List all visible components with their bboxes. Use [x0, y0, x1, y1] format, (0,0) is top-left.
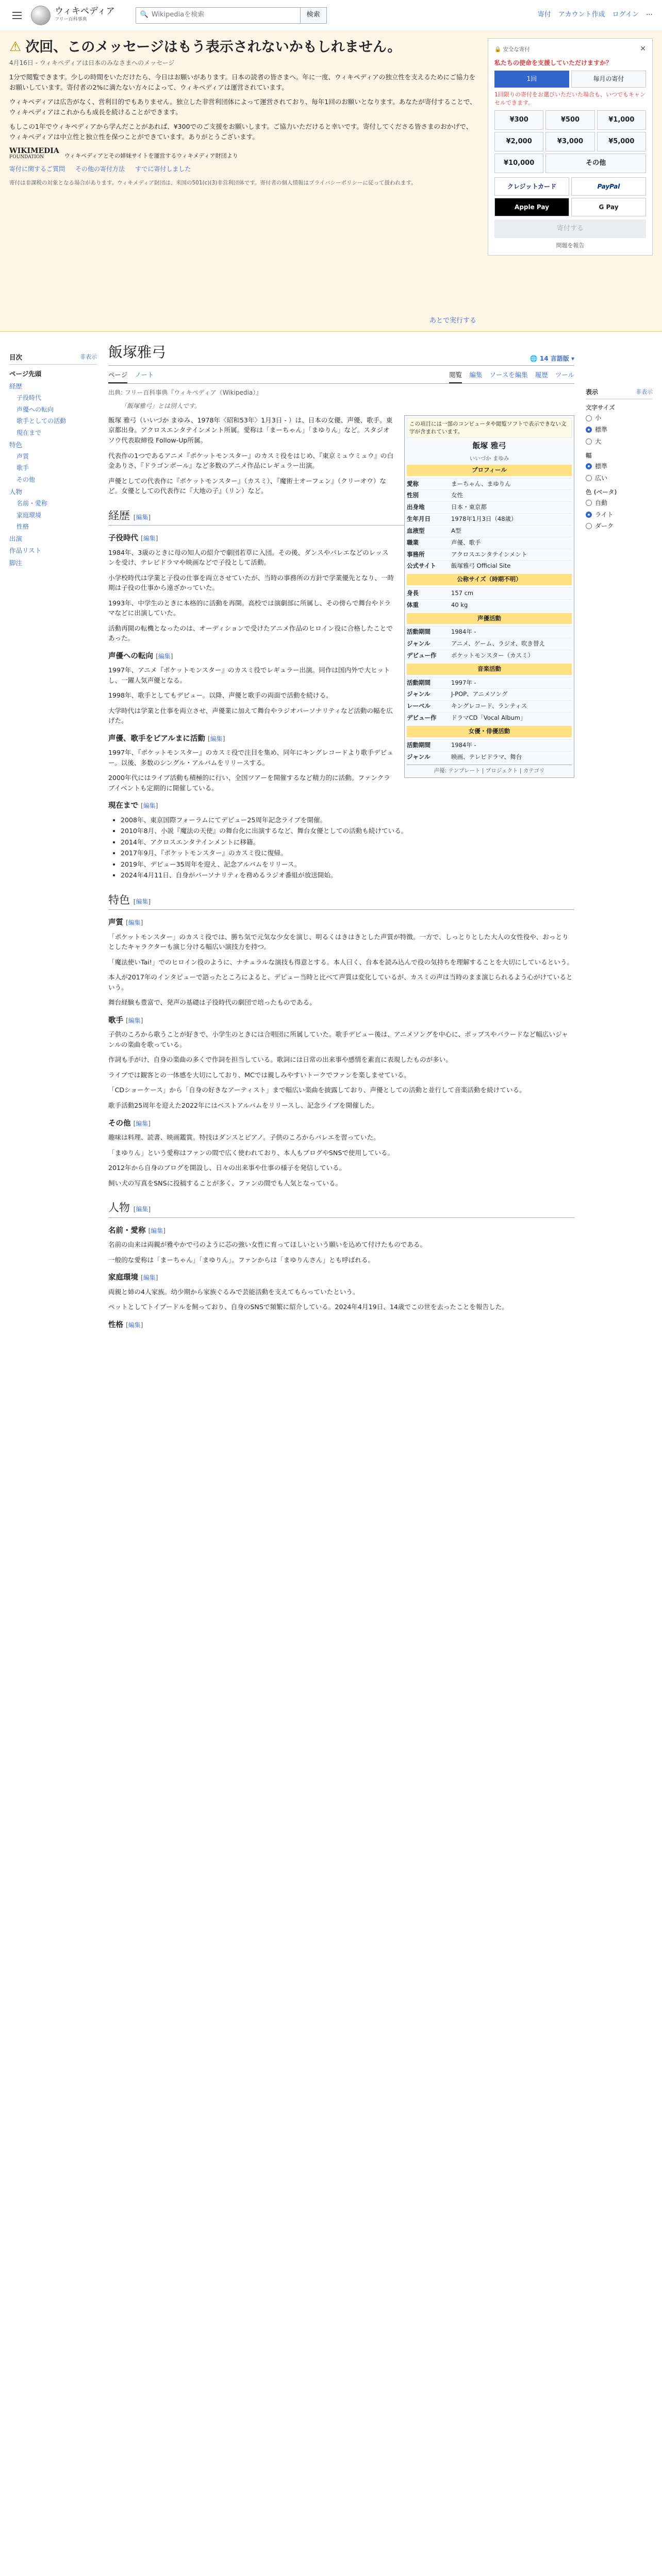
toc-item[interactable]: 人物: [9, 487, 23, 496]
infobox-row: [407, 739, 572, 751]
tab-edit[interactable]: 編集: [469, 371, 483, 379]
paragraph: ライブでは観客との一体感を大切にしており、MCでは親しみやすいトークでファンを楽しませている。: [108, 1071, 410, 1079]
list-item: • 2017年9月、『ポケットモンスター』のカスミ役に復帰。: [121, 848, 574, 858]
pay-google-pay[interactable]: G Pay: [571, 198, 646, 216]
color-auto[interactable]: 自動: [586, 497, 653, 509]
infobox-row: [407, 599, 572, 611]
banner-text: [9, 72, 477, 142]
infobox-section-size: 公称サイズ（時期不明）: [407, 574, 572, 585]
paragraph: 1998年、歌手としてもデビュー。以降、声優と歌手の両面で活動を続ける。: [108, 691, 333, 700]
toc-item[interactable]: 家庭環境: [16, 511, 42, 519]
infobox-value: 女性: [451, 492, 463, 499]
infobox-row: [407, 549, 572, 561]
tab-talk[interactable]: ノート: [135, 371, 154, 379]
toc-item[interactable]: 出演: [9, 534, 23, 543]
paragraph: 本人が2017年のインタビューで語ったところによると、デビュー当時と比べて声質は変化しているが、カスミの声は当時のまま演じられるよう心がけているという。: [108, 973, 573, 991]
paragraph: 名前の由来は両親が雅やかで弓のように芯の強い女性に育ってほしいという願いを込めて付けたものである。: [108, 1241, 427, 1249]
edit-section-link[interactable]: 編集: [143, 802, 156, 810]
paragraph: 1984年、3歳のときに母の知人の紹介で劇団若草に入団。その後、ダンスやバレエなどのレッスンを受け、テレビドラマや映画などで子役として活動。: [108, 548, 389, 567]
other-ways-link[interactable]: その他の寄付方法: [75, 165, 125, 173]
pay-paypal[interactable]: PayPal: [571, 177, 646, 196]
infobox-value: 1984年 -: [451, 741, 476, 749]
toc-item[interactable]: 声優への転向: [16, 405, 54, 413]
toc-item[interactable]: 歌手としての活動: [16, 417, 67, 425]
infobox-value: 1984年 -: [451, 628, 476, 636]
infobox-key: 出身地: [407, 503, 425, 511]
search-form: [136, 7, 327, 24]
infobox-row: [407, 587, 572, 599]
infobox-section-voice: 声優活動: [407, 613, 572, 624]
search-icon: 🔍: [140, 11, 148, 19]
paragraph: 2000年代にはライブ活動も積極的に行い、全国ツアーを開催するなど精力的に活動。ファンクラブイベントも定期的に開催している。: [108, 774, 390, 792]
infobox-value: ポケットモンスター（カスミ）: [451, 652, 534, 659]
paragraph: 2012年から自身のブログを開設し、日々の出来事や仕事の様子を発信している。: [108, 1164, 346, 1172]
paragraph: 1993年、中学生のときに本格的に活動を再開。高校では演劇部に所属し、その傍らで舞台やドラマなどに出演していた。: [108, 599, 391, 617]
infobox-key: 職業: [407, 538, 419, 546]
infobox-value: キングレコード、ランティス: [451, 702, 527, 710]
amount-option[interactable]: ¥300: [494, 110, 543, 130]
toc-item[interactable]: 作品リスト: [9, 547, 42, 555]
infobox-key: ジャンル: [407, 640, 431, 648]
infobox-value: A型: [451, 527, 461, 534]
banner-paragraph: もしこの1年でウィキペディアから学んだことがあれば、¥300でのご支援をお願いします。ご協力いただけると幸いです。寄付してくださる皆さまのおかげで、ウィキペディアは中立性と独立性を保つことができています。ありがとうございます。: [9, 122, 473, 141]
hatnote: 「飯塚雅弓」とは別人です。: [121, 402, 201, 410]
section-heading-other: その他 [編集]: [108, 1119, 151, 1128]
timeline-list: [108, 815, 574, 880]
toc-item[interactable]: 歌手: [16, 464, 29, 472]
infobox-key: 身長: [407, 589, 419, 597]
width-standard[interactable]: 標準: [586, 461, 653, 472]
paragraph: 子供のころから歌うことが好きで、小学生のときには合唱団に所属していた。歌手デビュー後は、アニメソングを中心に、ポップスやバラードなど幅広いジャンルの楽曲を歌っている。: [108, 1030, 568, 1048]
infobox-row: [407, 525, 572, 537]
site-header: [0, 0, 662, 31]
infobox-section-music: 音楽活動: [407, 664, 572, 675]
wmf-signature: [9, 147, 477, 160]
infobox-section-actor: 女優・俳優活動: [407, 726, 572, 737]
infobox-row: [407, 501, 572, 513]
edit-section-link[interactable]: 編集: [128, 919, 141, 927]
infobox-key: 活動期間: [407, 628, 431, 636]
edit-section-link[interactable]: 編集: [136, 513, 148, 521]
logo-subtitle: フリー百科事典: [55, 16, 87, 22]
already-donated-link[interactable]: すでに寄付しました: [135, 165, 191, 173]
infobox-key: 活動期間: [407, 741, 431, 749]
infobox-value: J-POP、アニメソング: [451, 690, 508, 698]
appearance-panel: [586, 332, 653, 1334]
paragraph: 両親と姉の4人家族。幼少期から家族ぐるみで芸能活動を支えてもらっていたという。: [108, 1287, 359, 1296]
banner-message: [9, 38, 488, 325]
toc-item[interactable]: 性格: [16, 523, 29, 531]
section-heading-name: 名前・愛称 [編集]: [108, 1226, 166, 1235]
tab-edit-source[interactable]: ソースを編集: [489, 371, 528, 379]
section-heading-sing: 歌手 [編集]: [108, 1016, 143, 1025]
infobox-value: 声優、歌手: [451, 538, 481, 546]
warning-icon: ⚠: [9, 39, 22, 55]
fundraising-banner: [0, 31, 662, 332]
banner-links: [9, 164, 477, 174]
globe-icon: [31, 6, 51, 25]
paragraph: 作詞も手がけ、自身の楽曲の多くで作詞を担当している。歌詞には日常の出来事や感情を素直に表現したものが多い。: [108, 1056, 452, 1064]
text-size-large[interactable]: 大: [586, 436, 653, 448]
edit-section-link[interactable]: 編集: [136, 1120, 148, 1127]
amount-option[interactable]: ¥10,000: [494, 154, 543, 173]
language-button[interactable]: 🌐 14 言語版 ▾: [529, 354, 574, 362]
more-options-icon[interactable]: ⋯: [646, 11, 653, 19]
edit-section-link[interactable]: 編集: [210, 735, 223, 742]
infobox-section-profile: プロフィール: [407, 465, 572, 476]
edit-section-link[interactable]: 編集: [143, 535, 156, 543]
amount-option[interactable]: ¥500: [545, 110, 594, 130]
paragraph: 歌手活動25周年を迎えた2022年にはベストアルバムをリリースし、記念ライブを開催した。: [108, 1101, 378, 1109]
edit-section-link[interactable]: 編集: [136, 1206, 148, 1213]
section-heading-person: 人物 [編集]: [108, 1199, 574, 1218]
infobox-footer: 声優: テンプレート | プロジェクト | カテゴリ: [407, 765, 572, 775]
donation-form: [488, 38, 653, 256]
infobox-value: 1978年1月3日（48歳）: [451, 515, 517, 523]
paragraph: 小学校時代は学業と子役の仕事を両立させていたが、当時の事務所の方針で学業優先となり、一時期は子役の仕事から遠ざかっていた。: [108, 573, 394, 592]
infobox-row: [407, 700, 572, 712]
paragraph: 1997年、アニメ『ポケットモンスター』のカスミ役でレギュラー出演。同作は国内外で大ヒットし、一躍人気声優となる。: [108, 666, 390, 684]
amount-option[interactable]: ¥5,000: [597, 132, 646, 151]
infobox-key: 公式サイト: [407, 562, 436, 570]
article-content: [97, 332, 586, 1334]
tab-history[interactable]: 履歴: [535, 371, 548, 379]
amount-option[interactable]: ¥1,000: [597, 110, 646, 130]
infobox-row: [407, 638, 572, 650]
page-body: [0, 332, 662, 1334]
infobox-value: まーちゃん、まゆりん: [451, 480, 511, 487]
search-button[interactable]: 検索: [301, 7, 327, 24]
infobox-key: 生年月日: [407, 515, 431, 523]
toc-item[interactable]: 経歴: [9, 382, 23, 390]
faq-link[interactable]: 寄付に関するご質問: [9, 165, 65, 173]
maybe-later-link[interactable]: あとで実行する: [429, 316, 476, 325]
paragraph: 「魔法使いTai!」でのヒロイン役のように、ナチュラルな演技も得意とする。本人曰く、台本を読み込んで役の気持ちを理解することを大切にしているという。: [108, 958, 574, 966]
section-heading-voicequal: 声質 [編集]: [108, 919, 143, 927]
amount-option[interactable]: ¥3,000: [545, 132, 594, 151]
amount-option-other[interactable]: その他: [545, 154, 646, 173]
infobox-row: [407, 513, 572, 525]
frequency-selector: [494, 71, 646, 88]
color-dark[interactable]: ダーク: [586, 520, 653, 532]
section-heading-character: 性格 [編集]: [108, 1320, 143, 1329]
infobox-value: アニメ、ゲーム、ラジオ、吹き替え: [451, 640, 545, 648]
report-problem-link[interactable]: 問題を報告: [556, 242, 585, 249]
infobox-key: 事務所: [407, 550, 425, 558]
color-light[interactable]: ライト: [586, 509, 653, 521]
edit-section-link[interactable]: 編集: [136, 897, 148, 905]
lock-icon: 🔒 安全な寄付: [494, 46, 530, 53]
infobox-value: 日本・東京都: [451, 503, 487, 511]
section-heading-career: 経歴 [編集]: [108, 507, 574, 526]
infobox-row: [407, 677, 572, 689]
appearance-hide-button[interactable]: 非表示: [636, 388, 653, 395]
infobox-name: 飯塚 雅弓: [472, 441, 506, 451]
close-icon[interactable]: ✕: [640, 45, 646, 53]
infobox: [404, 415, 574, 778]
infobox-key: ジャンル: [407, 690, 431, 698]
list-item: • 2014年、アクロスエンタテインメントに移籍。: [121, 837, 574, 848]
toc-header: 目次 非表示: [9, 352, 97, 365]
section-heading-child: 子役時代 [編集]: [108, 534, 158, 543]
infobox-row: [407, 560, 572, 572]
site-subtitle: 出典: フリー百科事典『ウィキペディア（Wikipedia）』: [108, 388, 262, 396]
page-tabs: [108, 368, 574, 383]
infobox-key: 愛称: [407, 480, 419, 487]
paragraph: 一般的な愛称は「まーちゃん」「まゆりん」。ファンからは「まゆりんさん」とも呼ばれる。: [108, 1256, 375, 1264]
amount-option[interactable]: ¥2,000: [494, 132, 543, 151]
donate-submit-button[interactable]: 寄付する: [494, 219, 646, 238]
title-row: [108, 332, 574, 366]
infobox-row: [407, 712, 572, 724]
infobox-key: 体重: [407, 601, 419, 608]
paragraph: 大学時代は学業と仕事を両立させ、声優業に加えて舞台やラジオパーソナリティなど活動の幅を広げた。: [108, 706, 393, 725]
wikimedia-foundation-logo: WIKIMEDIA FOUNDATION: [9, 146, 59, 160]
toc-item[interactable]: 子役時代: [16, 394, 42, 402]
infobox-value: 1997年 -: [451, 679, 476, 686]
infobox-key: 性別: [407, 492, 419, 499]
infobox-row: [407, 478, 572, 490]
infobox-key: デビュー作: [407, 714, 437, 722]
toc-item[interactable]: 特色: [9, 440, 23, 449]
payment-methods: [494, 177, 646, 216]
edit-section-link[interactable]: 編集: [128, 1321, 141, 1329]
infobox-row: [407, 537, 572, 549]
paragraph: ペットとしてトイプードルを飼っており、自身のSNSで頻繁に紹介している。2024年4月19日、14歳でこの世を去ったことを報告した。: [108, 1303, 508, 1311]
infobox-key: レーベル: [407, 702, 431, 710]
frequency-once[interactable]: 1回: [494, 71, 569, 88]
infobox-key: デビュー作: [407, 652, 437, 659]
infobox-ruby: いいづか まゆみ: [469, 455, 509, 462]
toc-item[interactable]: 声質: [16, 452, 29, 460]
infobox-row: [407, 626, 572, 638]
create-account-link[interactable]: アカウント作成: [558, 11, 605, 19]
banner-paragraph: ウィキペディアは広告がなく、営利目的でもありません。独立した非営利団体によって運営されており、毎年1回のお願いとなります。あなたが寄付することで、ウィキペディアはこれからも成長を続けることができます。: [9, 97, 476, 116]
edit-section-link[interactable]: 編集: [143, 1274, 156, 1282]
infobox-row: [407, 489, 572, 501]
wikipedia-logo[interactable]: [31, 6, 115, 25]
color-label: 色 (ベータ): [586, 488, 617, 496]
infobox-key: 活動期間: [407, 679, 431, 686]
paragraph: 声優としての代表作に『ポケットモンスター』（カスミ）、『魔術士オーフェン』（クリーオウ）など。女優としての代表作に『大地の子』（リン）など。: [108, 477, 386, 495]
toc-item[interactable]: ページ先頭: [9, 370, 42, 378]
personal-tools: [538, 10, 653, 20]
amount-options: [494, 110, 646, 173]
tab-read[interactable]: 閲覧: [449, 368, 462, 383]
list-item: • 2019年、デビュー35周年を迎え、記念アルバムをリリース。: [121, 859, 574, 870]
text-size-small[interactable]: 小: [586, 412, 653, 424]
page-title: 飯塚雅弓: [108, 344, 167, 361]
width-label: 幅: [586, 452, 592, 460]
list-item: • 2008年、東京国際フォーラムにてデビュー25周年記念ライブを開催。: [121, 815, 574, 825]
donate-link[interactable]: 寄付: [537, 11, 551, 19]
paragraph: 飯塚 雅弓（いいづか まゆみ、1978年〈昭和53年〉1月3日 - ）は、日本の女優、声優、歌手。東京都出身。アクロスエンタテインメント所属。愛称は「まーちゃん」「まゆりん」など。スタジオソウ代表取締役 Follow-Up所属。: [108, 416, 393, 444]
logo-title: ウィキペディア: [55, 6, 115, 17]
paragraph: 1997年、『ポケットモンスター』のカスミ役で注目を集め、同年にキングレコードより歌手デビュー。以後、多数のシングル・アルバムをリリースする。: [108, 749, 393, 767]
edit-section-link[interactable]: 編集: [158, 652, 171, 660]
login-link[interactable]: ログイン: [612, 11, 639, 19]
toc-item[interactable]: その他: [16, 476, 36, 484]
infobox-row: [407, 650, 572, 662]
section-heading-family: 家庭環境 [編集]: [108, 1274, 158, 1282]
infobox-value: 飯塚雅弓 Official Site: [451, 562, 511, 570]
donate-form-header: [494, 44, 646, 55]
infobox-value: アクロスエンタテインメント: [451, 550, 527, 558]
toc-item[interactable]: 名前・愛称: [16, 500, 48, 507]
section-heading-feature: 特色 [編集]: [108, 892, 574, 910]
frequency-monthly[interactable]: 毎月の寄付: [571, 71, 646, 88]
infobox-value: 157 cm: [451, 589, 474, 597]
paragraph: 「まゆりん」という愛称はファンの間で広く使われており、本人もブログやSNSで使用している。: [108, 1148, 394, 1157]
banner-paragraph: 1分で閲覧できます。少しの時間をいただけたら、今日はお願いがあります。日本の読者の皆さまへ。年に一度、ウィキペディアの独立性を支えるためにご協力をお願いしています。寄付者の2%に満たない方々によって、ウィキペディアは運営されています。: [9, 73, 476, 91]
banner-footnote: 寄付は非課税の対象となる場合があります。ウィキメディア財団は、米国の501(c)(3)非営利団体です。寄付者の個人情報はプライバシーポリシーに従って扱われます。: [9, 179, 417, 186]
edit-section-link[interactable]: 編集: [151, 1227, 163, 1234]
donate-question: 私たちの使命を支援していただけますか？: [494, 59, 613, 66]
main-menu-button[interactable]: [9, 8, 25, 23]
infobox-note: この項目には一部のコンピュータや閲覧ソフトで表示できない文字が含まれています。: [407, 418, 572, 438]
edit-section-link[interactable]: 編集: [128, 1016, 141, 1024]
paragraph: 「ポケットモンスター」のカスミ役では、勝ち気で元気な少女を演じ、明るくはきはきとした声質が特徴。一方で、しっとりとした大人の女性役や、おっとりとしたキャラクターも演じ分ける幅広い演技力を持つ。: [108, 933, 569, 951]
section-heading-singer: 声優、歌手をピアルまに活動 [編集]: [108, 734, 225, 743]
text-size-label: 文字サイズ: [586, 403, 615, 411]
paragraph: 活動再開の転機となったのは、オーディションで受けたアニメ作品のヒロイン役に合格したことであった。: [108, 624, 393, 642]
infobox-key: 血液型: [407, 527, 425, 534]
paragraph: 「CDショーケース」から「自身の好きなアーティスト」まで幅広い楽曲を披露しており、声優としての活動と並行して音楽活動を続けている。: [108, 1086, 526, 1094]
banner-title: ⚠ 次回、このメッセージはもう表示されないかもしれません。: [9, 39, 402, 55]
paragraph: 趣味は料理、読書、映画鑑賞。特技はダンスとピアノ。子供のころからバレエを習っていた。: [108, 1133, 380, 1141]
appearance-header: 表示 非表示: [586, 387, 653, 399]
section-heading-voice: 声優への転向 [編集]: [108, 652, 173, 660]
infobox-row: [407, 688, 572, 700]
toc-item[interactable]: 現在まで: [16, 429, 42, 436]
section-heading-now: 現在まで [編集]: [108, 802, 158, 810]
banner-date: 4月16日 - ウィキペディアは日本のみなさまへのメッセージ: [9, 59, 175, 67]
search-input[interactable]: [136, 7, 301, 24]
donate-note: 1回限りの寄付をお選びいただいた場合も、いつでもキャンセルできます。: [494, 91, 646, 106]
infobox-value: 映画、テレビドラマ、舞台: [451, 753, 522, 760]
list-item: • 2010年8月、小説『魔法の天使』の舞台化に出演するなど、舞台女優としての活動も続けている。: [121, 826, 574, 836]
tab-page[interactable]: ページ: [108, 368, 127, 383]
paragraph: 舞台経験も豊富で、発声の基礎は子役時代の劇団で培ったものである。: [108, 998, 316, 1007]
infobox-key: ジャンル: [407, 753, 431, 760]
width-wide[interactable]: 広い: [586, 472, 653, 484]
pay-credit-card[interactable]: クレジットカード: [494, 177, 569, 196]
pay-apple-pay[interactable]: Apple Pay: [494, 198, 569, 216]
infobox-row: [407, 751, 572, 763]
list-item: • 2024年4月11日、自身がパーソナリティを務めるラジオ番組が放送開始。: [121, 870, 574, 880]
paragraph: 飼い犬の写真をSNSに投稿することが多く、ファンの間でも人気となっている。: [108, 1179, 342, 1187]
search-placeholder: Wikipediaを検索: [151, 11, 205, 19]
tab-tools[interactable]: ツール: [555, 371, 574, 379]
infobox-value: ドラマCD「Vocal Album」: [451, 714, 526, 722]
wmf-caption: ウィキペディアとその姉妹サイトを運営するウィキメディア財団より: [64, 152, 238, 159]
toc-hide-button[interactable]: 非表示: [80, 353, 97, 360]
infobox-value: 40 kg: [451, 601, 468, 608]
paragraph: 代表作の1つであるアニメ『ポケットモンスター』のカスミ役をはじめ、『東京ミュウミュウ』の白金ありさ、『ドラゴンボール』など多数のアニメ作品にレギュラー出演。: [108, 451, 394, 470]
text-size-standard[interactable]: 標準: [586, 424, 653, 436]
table-of-contents: [9, 332, 97, 1334]
toc-item[interactable]: 脚注: [9, 558, 23, 567]
